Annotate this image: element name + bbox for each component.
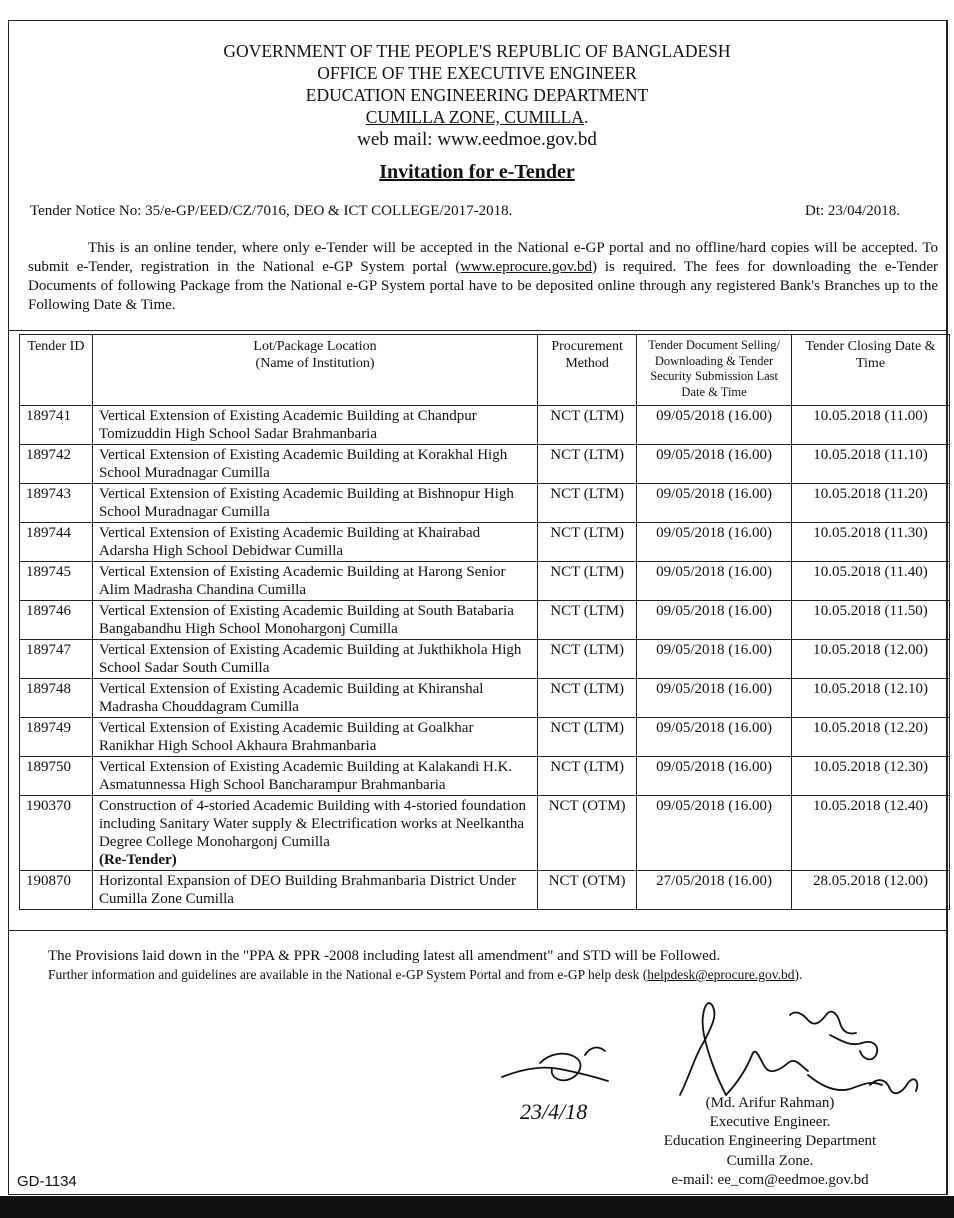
location-text: Vertical Extension of Existing Academic Building at Goalkhar Ranikhar High School Akhaura Brahmanbaria <box>98 720 474 754</box>
intro-paragraph <box>28 239 938 315</box>
cell-location <box>92 562 537 601</box>
header-procurement-method: Procurement Method <box>538 335 637 406</box>
table-row <box>20 445 950 484</box>
cell-procurement-method: NCT (LTM) <box>538 757 637 796</box>
cell-location <box>92 601 537 640</box>
cell-location <box>92 757 537 796</box>
cell-selling-date: 09/05/2018 (16.00) <box>637 445 792 484</box>
cell-selling-date: 27/05/2018 (16.00) <box>637 871 792 910</box>
signature-stroke-loop <box>726 1052 808 1095</box>
cell-location <box>92 406 537 445</box>
location-text: Vertical Extension of Existing Academic Building at Chandpur Tomizuddin High School Sadar Brahmanbaria <box>98 408 477 442</box>
cell-closing-date: 10.05.2018 (11.10) <box>792 445 950 484</box>
cell-location <box>92 871 537 910</box>
header-tender-id: Tender ID <box>20 335 93 406</box>
cell-procurement-method: NCT (LTM) <box>538 523 637 562</box>
cell-procurement-method: NCT (OTM) <box>538 796 637 871</box>
cell-tender-id: 189746 <box>20 601 93 640</box>
cell-tender-id: 189742 <box>20 445 93 484</box>
cell-closing-date: 10.05.2018 (12.40) <box>792 796 950 871</box>
signer-zone: Cumilla Zone. <box>726 1153 814 1169</box>
header-location-sub: (Name of Institution) <box>255 356 375 371</box>
helpdesk-email-link[interactable]: helpdesk@eprocure.gov.bd <box>647 967 795 982</box>
cell-tender-id: 189745 <box>20 562 93 601</box>
cell-procurement-method: NCT (LTM) <box>538 445 637 484</box>
cell-closing-date: 10.05.2018 (11.20) <box>792 484 950 523</box>
provisions-line: The Provisions laid down in the "PPA & PPR -2008 including latest all amendment" and STD will be Followed. <box>48 948 721 964</box>
cell-closing-date: 10.05.2018 (11.40) <box>792 562 950 601</box>
cell-selling-date: 09/05/2018 (16.00) <box>637 796 792 871</box>
cell-location <box>92 718 537 757</box>
cell-closing-date: 10.05.2018 (12.30) <box>792 757 950 796</box>
cell-tender-id: 190370 <box>20 796 93 871</box>
location-text: Vertical Extension of Existing Academic Building at Khiranshal Madrasha Chouddagram Cumilla <box>98 681 484 715</box>
zone-name: CUMILLA ZONE, CUMILLA <box>365 107 584 127</box>
location-text: Horizontal Expansion of DEO Building Brahmanbaria District Under Cumilla Zone Cumilla <box>98 873 516 907</box>
header-closing-date: Tender Closing Date & Time <box>792 335 950 406</box>
header-line-zone <box>0 106 954 128</box>
table-row <box>20 718 950 757</box>
header-line-department: EDUCATION ENGINEERING DEPARTMENT <box>305 85 649 105</box>
cell-procurement-method: NCT (OTM) <box>538 871 637 910</box>
signer-designation: Executive Engineer. <box>709 1114 831 1130</box>
cell-location <box>92 679 537 718</box>
cell-closing-date: 10.05.2018 (12.00) <box>792 640 950 679</box>
cell-selling-date: 09/05/2018 (16.00) <box>637 523 792 562</box>
re-tender-note: (Re-Tender) <box>98 852 177 868</box>
page-title: Invitation for e-Tender <box>379 161 575 183</box>
location-text: Vertical Extension of Existing Academic Building at Korakhal High School Muradnagar Cumilla <box>98 447 508 481</box>
tender-table <box>19 334 950 910</box>
header-web-mail: web mail: www.eedmoe.gov.bd <box>357 129 597 150</box>
cell-procurement-method: NCT (LTM) <box>538 640 637 679</box>
helpdesk-text: Further information and guidelines are available in the National e-GP System Portal and from e-GP help desk ( <box>48 967 648 982</box>
cell-tender-id: 189744 <box>20 523 93 562</box>
cell-procurement-method: NCT (LTM) <box>538 484 637 523</box>
cell-selling-date: 09/05/2018 (16.00) <box>637 484 792 523</box>
signature-stroke-tail <box>808 1075 882 1090</box>
cell-procurement-method: NCT (LTM) <box>538 679 637 718</box>
cell-selling-date: 09/05/2018 (16.00) <box>637 601 792 640</box>
cell-selling-date: 09/05/2018 (16.00) <box>637 640 792 679</box>
signer-email: e-mail: ee_com@eedmoe.gov.bd <box>671 1172 869 1188</box>
cell-procurement-method: NCT (LTM) <box>538 718 637 757</box>
location-text: Vertical Extension of Existing Academic Building at Harong Senior Alim Madrasha Chandina Cumilla <box>98 564 506 598</box>
signature-stroke-end <box>870 1079 917 1093</box>
intro-text-part2: ) is required. The fees for downloading the e-Tender Documents of following Package from the National e-GP System portal have to be deposited online through any registered Bank's Branches up to the Following Date & Time. <box>28 259 938 313</box>
cell-procurement-method: NCT (LTM) <box>538 562 637 601</box>
zone-suffix: . <box>583 107 589 127</box>
intro-text-part1: This is an online tender, where only e-Tender will be accepted in the National e-GP portal and no offline/hard copies will be accepted. To submit e-Tender, registration in the National e-GP System portal ( <box>28 240 938 275</box>
table-row <box>20 601 950 640</box>
table-row <box>20 871 950 910</box>
helpdesk-suffix: ). <box>794 967 803 982</box>
scan-bottom-band <box>0 1196 954 1218</box>
cell-tender-id: 189747 <box>20 640 93 679</box>
table-row <box>20 757 950 796</box>
table-bottom-divider <box>9 930 947 931</box>
location-text: Vertical Extension of Existing Academic Building at Jukthikhola High School Sadar South Cumilla <box>98 642 522 676</box>
signature-stroke-upper <box>790 1012 856 1034</box>
cell-tender-id: 189741 <box>20 406 93 445</box>
cell-procurement-method: NCT (LTM) <box>538 406 637 445</box>
table-row <box>20 562 950 601</box>
table-header-row <box>20 335 950 406</box>
cell-selling-date: 09/05/2018 (16.00) <box>637 562 792 601</box>
signature-stroke-right <box>830 1035 877 1059</box>
signer-department: Education Engineering Department <box>663 1133 877 1149</box>
header-location-title: Lot/Package Location <box>253 339 377 354</box>
initial-stroke-c <box>585 1048 605 1055</box>
table-row <box>20 484 950 523</box>
eprocure-link[interactable]: www.eprocure.gov.bd <box>460 259 592 275</box>
cell-location <box>92 796 537 871</box>
cell-selling-date: 09/05/2018 (16.00) <box>637 679 792 718</box>
cell-tender-id: 189750 <box>20 757 93 796</box>
initial-stroke-a <box>502 1068 608 1081</box>
cell-procurement-method: NCT (LTM) <box>538 601 637 640</box>
cell-closing-date: 28.05.2018 (12.00) <box>792 871 950 910</box>
table-row <box>20 679 950 718</box>
header-line-government: GOVERNMENT OF THE PEOPLE'S REPUBLIC OF BANGLADESH <box>223 41 731 61</box>
cell-tender-id: 189743 <box>20 484 93 523</box>
cell-selling-date: 09/05/2018 (16.00) <box>637 718 792 757</box>
cell-location <box>92 445 537 484</box>
location-text: Vertical Extension of Existing Academic Building at South Batabaria Bangabandhu High School Monohargonj Cumilla <box>98 603 514 637</box>
cell-tender-id: 189748 <box>20 679 93 718</box>
cell-closing-date: 10.05.2018 (11.50) <box>792 601 950 640</box>
cell-location <box>92 484 537 523</box>
location-text: Construction of 4-storied Academic Building with 4-storied foundation including Sanitary Water supply & Electrification works at Neelkantha Degree College Monohargonj Cumilla <box>98 798 526 850</box>
cell-tender-id: 189749 <box>20 718 93 757</box>
header-line-office: OFFICE OF THE EXECUTIVE ENGINEER <box>317 63 637 83</box>
cell-tender-id: 190870 <box>20 871 93 910</box>
location-text: Vertical Extension of Existing Academic Building at Bishnopur High School Muradnagar Cumilla <box>98 486 514 520</box>
signature-stroke-main <box>680 1003 726 1095</box>
cell-location <box>92 523 537 562</box>
table-top-divider <box>9 330 947 331</box>
table-row <box>20 406 950 445</box>
cell-location <box>92 640 537 679</box>
cell-selling-date: 09/05/2018 (16.00) <box>637 406 792 445</box>
location-text: Vertical Extension of Existing Academic Building at Khairabad Adarsha High School Debidwar Cumilla <box>98 525 481 559</box>
header-location <box>92 335 537 406</box>
handwritten-date: 23/4/18 <box>520 1099 588 1124</box>
helpdesk-line <box>48 967 802 983</box>
cell-closing-date: 10.05.2018 (12.20) <box>792 718 950 757</box>
location-text: Vertical Extension of Existing Academic Building at Kalakandi H.K. Asmatunnessa High School Bancharampur Brahmanbaria <box>98 759 513 793</box>
signer-name: (Md. Arifur Rahman) <box>705 1095 835 1111</box>
table-row <box>20 640 950 679</box>
tender-table-body <box>20 406 950 910</box>
table-row <box>20 523 950 562</box>
tender-notice-number: Tender Notice No: 35/e-GP/EED/CZ/7016, DEO & ICT COLLEGE/2017-2018. <box>30 203 513 219</box>
cell-closing-date: 10.05.2018 (11.30) <box>792 523 950 562</box>
tender-notice-date: Dt: 23/04/2018. <box>805 203 901 219</box>
cell-selling-date: 09/05/2018 (16.00) <box>637 757 792 796</box>
header-selling-date: Tender Document Selling/ Downloading & Tender Security Submission Last Date & Time <box>637 335 792 406</box>
footer-code: GD-1134 <box>17 1173 77 1190</box>
table-row <box>20 796 950 871</box>
cell-closing-date: 10.05.2018 (12.10) <box>792 679 950 718</box>
cell-closing-date: 10.05.2018 (11.00) <box>792 406 950 445</box>
